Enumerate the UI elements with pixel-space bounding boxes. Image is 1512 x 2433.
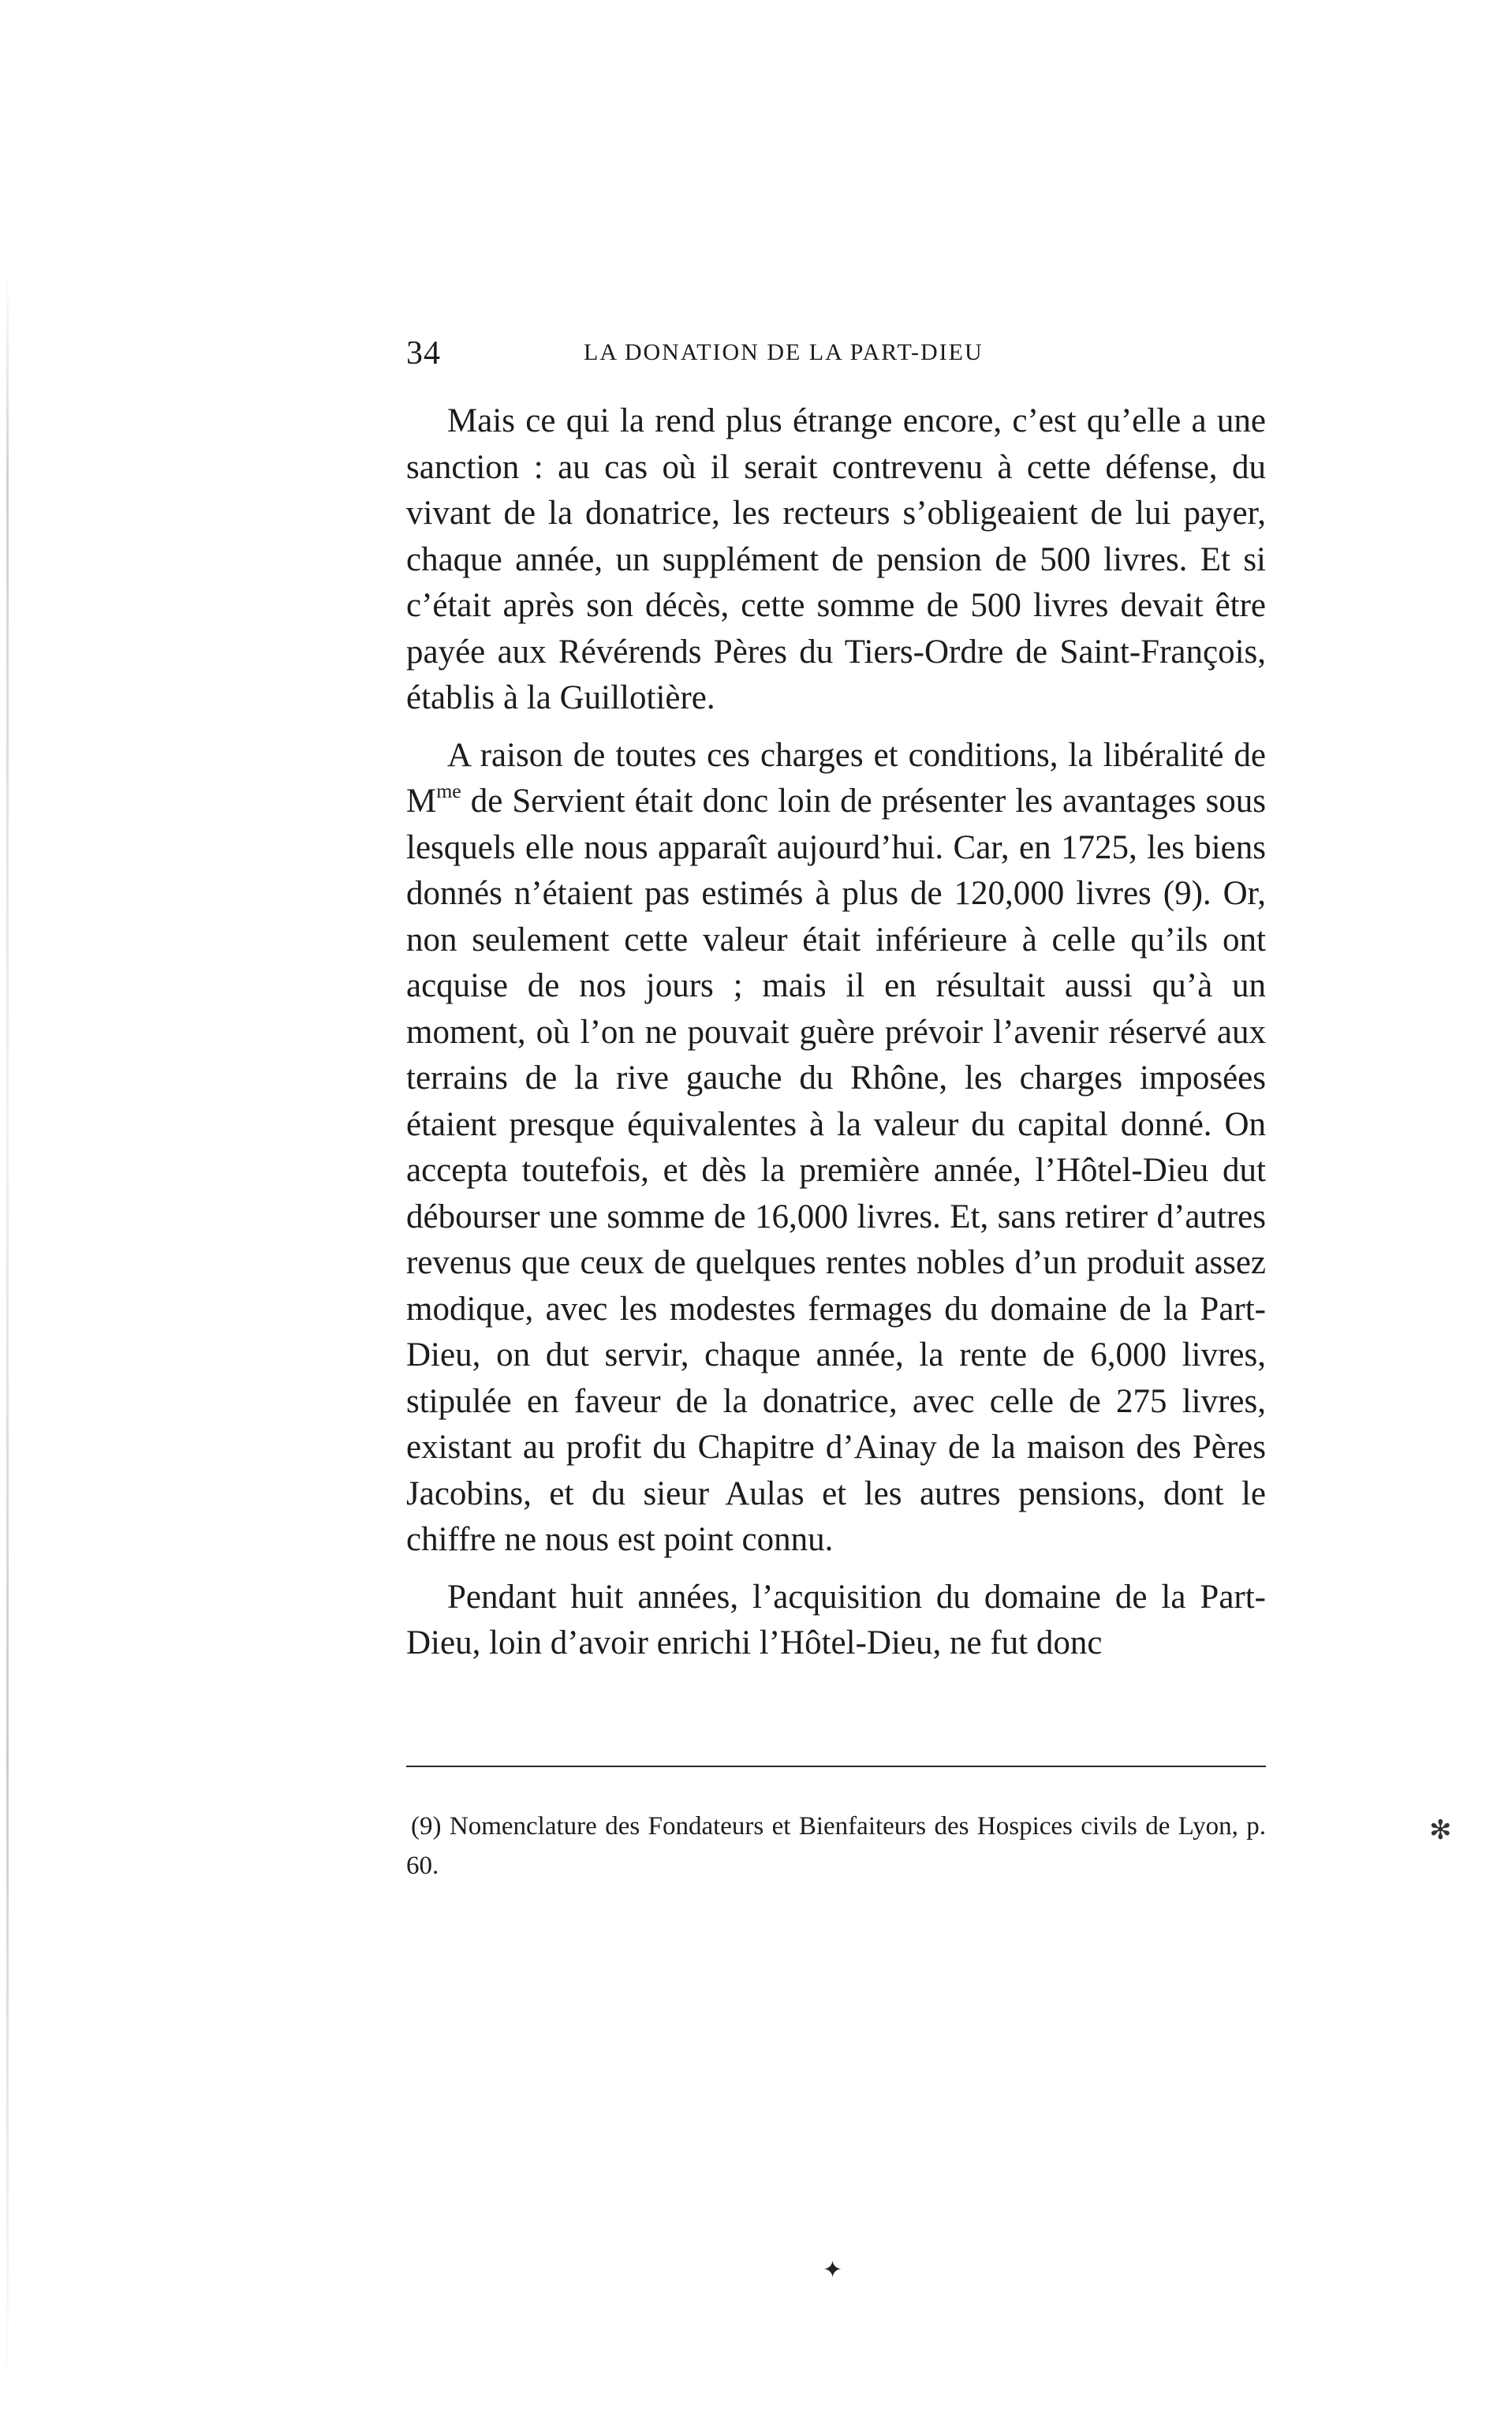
tail-mark-icon: ✻ [1429,1816,1452,1845]
running-head: LA DONATION DE LA PART-DIEU [584,339,984,365]
footnote [406,1807,1266,1885]
paragraph-2-rest: de Servient était donc loin de présenter les avantages sous lesquels elle nous apparaît aujourd’hui. Car, en 1725, les biens donnés n’étaient pas estimés à plus de 120,000 livres (9). Or, non seulement cette valeur était inférieure à celle qu’ils ont acquise de nos jours ; mais il en résultait aussi qu’à un moment, où l’on ne pouvait guère prévoir l’avenir réservé aux terrains de la rive gauche du Rhône, les charges imposées étaient presque équivalentes à la valeur du capital donné. On accepta toutefois, et dès la première année, l’Hôtel-Dieu dut débourser une somme de 16,000 livres. Et, sans retirer d’autres revenus que ceux de quelques rentes nobles d’un produit assez modique, avec les modestes fermages du domaine de la Part-Dieu, on dut servir, chaque année, la rente de 6,000 livres, stipulée en faveur de la donatrice, avec celle de 275 livres, existant au profit du Chapitre d’Ainay de la maison des Pères Jacobins, et du sieur Aulas et les autres pensions, dont le chiffre ne nous est point connu. [406,783,1266,1558]
paragraph-2-start: A raison de toutes ces charges et conditions, la libéralité de M [406,736,1266,820]
footnote-rule [406,1766,1266,1767]
bottom-ornament-icon: ✦ [823,2257,843,2283]
footnote-text: (9) Nomenclature des Fondateurs et Bienfaiteurs des Hospices civils de Lyon, p. 60. [406,1812,1266,1880]
paragraph-2 [406,733,1266,1564]
page-header [406,334,1266,382]
scan-edge-shadow [6,268,9,2398]
paragraph-3: Pendant huit années, l’acquisition du domaine de la Part-Dieu, loin d’avoir enrichi l’Hôtel-Dieu, ne fut donc [406,1578,1266,1661]
body-text [406,398,1266,1678]
paragraph-1: Mais ce qui la rend plus étrange encore, c’est qu’elle a une sanction : au cas où il serait contrevenu à cette défense, du vivant de la donatrice, les recteurs s’obligeaient de lui payer, chaque année, un supplément de pension de 500 livres. Et si c’était après son décès, cette somme de 500 livres devait être payée aux Révérends Pères du Tiers-Ordre de Saint-François, établis à la Guillotière. [406,402,1266,716]
page-number: 34 [406,335,441,372]
paragraph-2-superscript: me [436,779,461,802]
